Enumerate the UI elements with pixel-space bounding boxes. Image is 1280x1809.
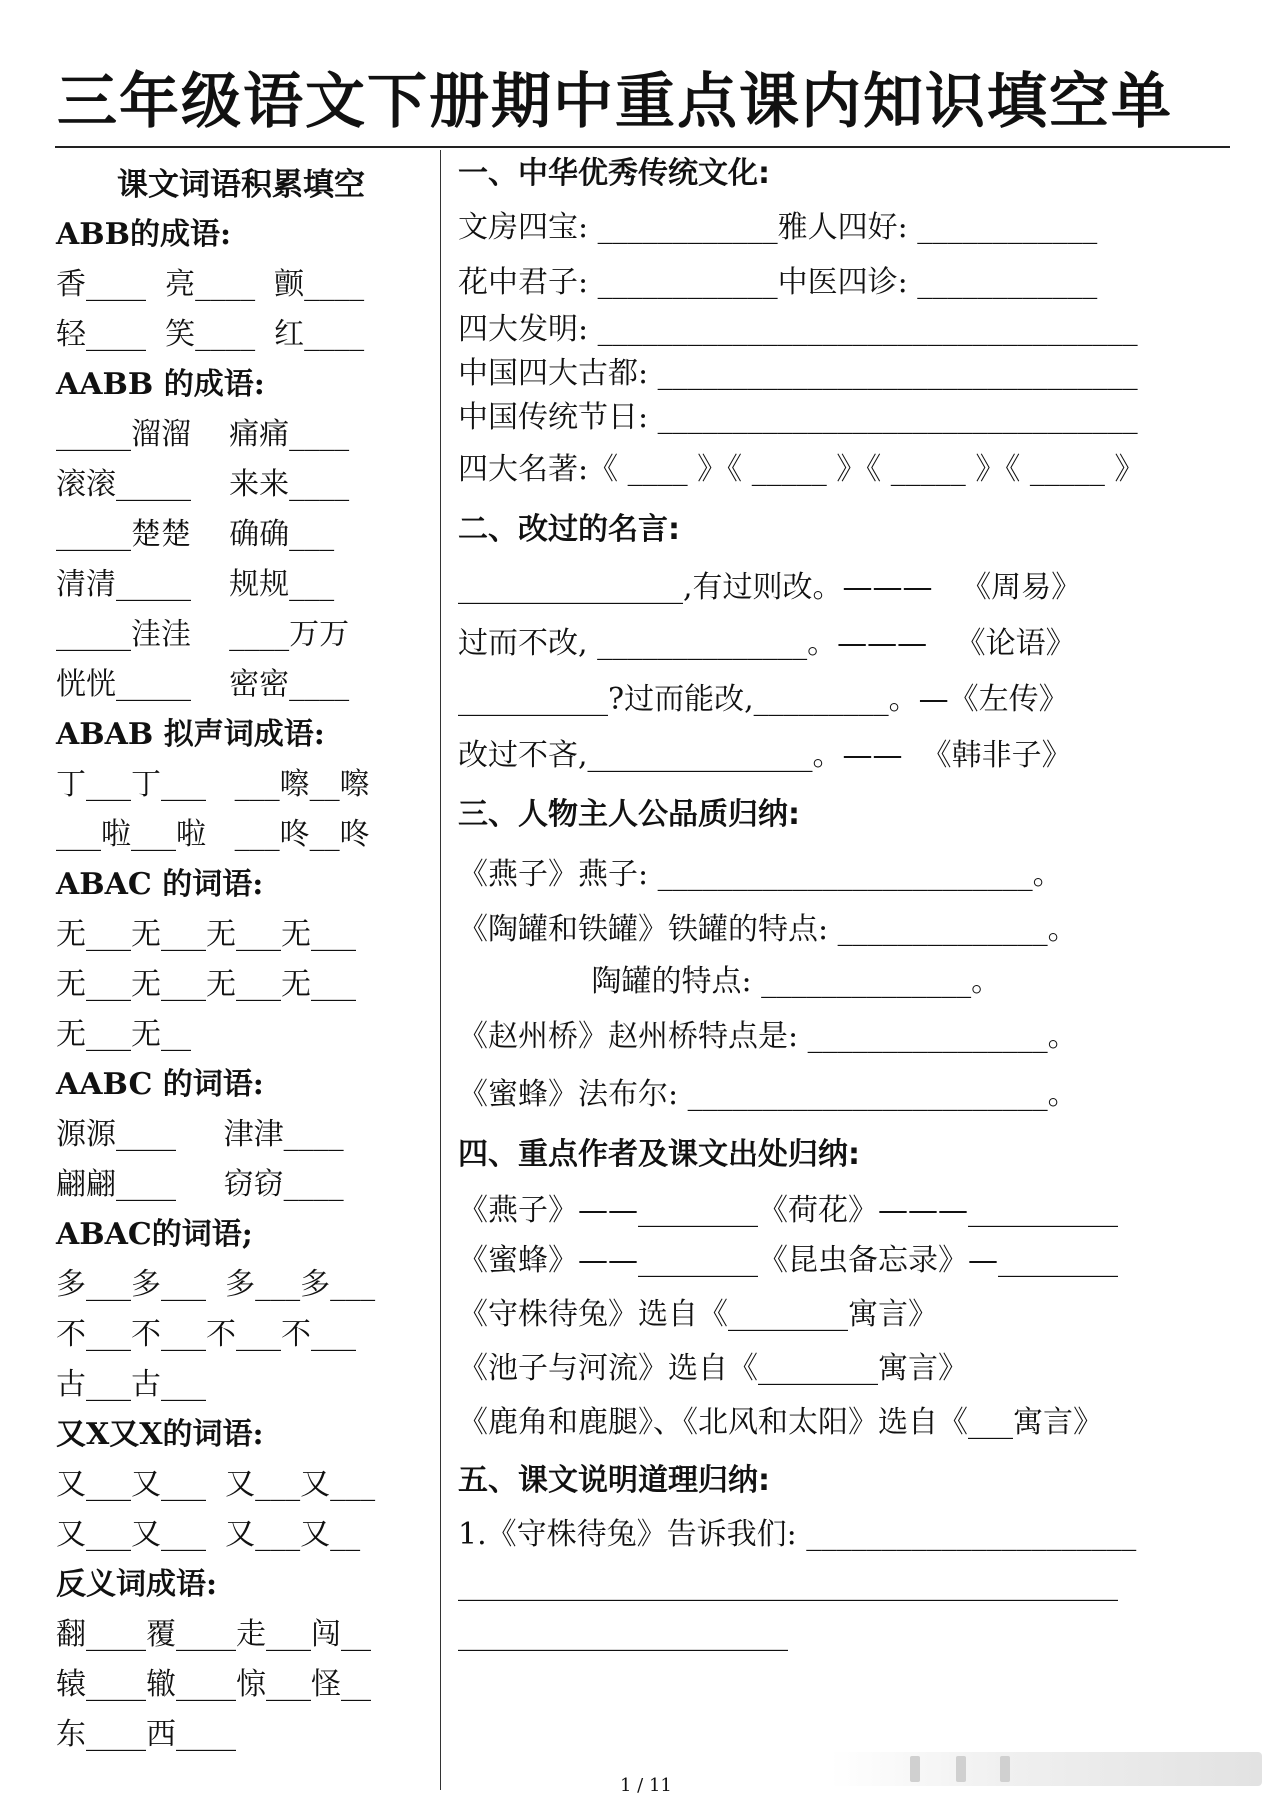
left-fill-row: 又___又___ 又___又___ bbox=[56, 1467, 376, 1502]
right-fill-row: 《燕子》燕子: _________________________。 bbox=[458, 857, 1063, 892]
left-fill-row: _____楚楚 确确___ bbox=[56, 517, 335, 552]
left-fill-row: 恍恍_____ 密密____ bbox=[56, 667, 350, 702]
left-fill-row: 无___无___无___无___ bbox=[56, 967, 356, 1002]
right-fill-row: _______________,有过则改。——— 《周易》 bbox=[458, 570, 1082, 605]
right-fill-row: 改过不吝,_______________。—— 《韩非子》 bbox=[458, 738, 1072, 773]
left-fill-row: ___啦___啦 ___咚__咚 bbox=[56, 817, 370, 852]
left-fill-row: 东____西____ bbox=[56, 1717, 236, 1752]
left-section-heading: ABAC 的词语: bbox=[56, 867, 264, 902]
scrollbar-grip[interactable] bbox=[956, 1756, 966, 1782]
scrollbar-grip[interactable] bbox=[910, 1756, 920, 1782]
right-fill-row: 四大名著:《 ____ 》《 _____ 》《 _____ 》《 _____ 》 bbox=[458, 452, 1145, 487]
left-fill-row: 辕____辙____惊___怪__ bbox=[56, 1667, 371, 1702]
right-fill-row: 《燕子》——________《荷花》———__________ bbox=[458, 1193, 1118, 1228]
left-section-heading: ABAC的词语; bbox=[56, 1217, 253, 1252]
right-section-heading: 四、重点作者及课文出处归纳: bbox=[458, 1137, 860, 1172]
left-fill-row: 无___无__ bbox=[56, 1017, 191, 1052]
right-fill-row: 《蜜蜂》——________《昆虫备忘录》—________ bbox=[458, 1243, 1118, 1278]
right-fill-row: 中国四大古都: ________________________________ bbox=[458, 356, 1138, 391]
right-fill-row: 过而不改, ______________。——— 《论语》 bbox=[458, 626, 1076, 661]
page-title: 三年级语文下册期中重点课内知识填空单 bbox=[57, 67, 1173, 137]
right-fill-row: 《池子与河流》选自《________寓言》 bbox=[458, 1351, 968, 1386]
left-fill-row: 又___又___ 又___又__ bbox=[56, 1517, 361, 1552]
left-fill-row: 轻____ 笑____ 红____ bbox=[56, 317, 365, 352]
left-column bbox=[56, 160, 426, 1760]
right-section-heading: 二、改过的名言: bbox=[458, 512, 680, 547]
left-fill-row: 多___多___ 多___多___ bbox=[56, 1267, 376, 1302]
left-section-heading: ABB的成语: bbox=[56, 217, 232, 252]
page-indicator: 1 / 11 bbox=[620, 1775, 672, 1796]
right-fill-row: 1.《守株待兔》告诉我们: ______________________ bbox=[458, 1517, 1137, 1552]
column-divider bbox=[440, 150, 441, 1790]
right-lines bbox=[458, 150, 1258, 1660]
right-fill-row: 文房四宝: ____________雅人四好: ____________ bbox=[458, 210, 1098, 245]
left-fill-row: 源源____ 津津____ bbox=[56, 1117, 344, 1152]
right-fill-row: 《蜜蜂》法布尔: ________________________。 bbox=[458, 1077, 1078, 1112]
right-fill-row: 花中君子: ____________中医四诊: ____________ bbox=[458, 265, 1098, 300]
left-section-heading: AABC 的词语: bbox=[56, 1067, 264, 1102]
left-fill-row: 丁___丁___ ___嚓__嚓 bbox=[56, 767, 370, 802]
left-section-heading: 反义词成语: bbox=[56, 1567, 218, 1602]
right-fill-row: __________?过而能改,_________。—《左传》 bbox=[458, 682, 1069, 717]
left-subtitle: 课文词语积累填空 bbox=[117, 167, 365, 203]
right-section-heading: 一、中华优秀传统文化: bbox=[458, 156, 770, 191]
right-fill-row: 《赵州桥》赵州桥特点是: ________________。 bbox=[458, 1019, 1078, 1054]
left-fill-row: 翻____覆____走___闯__ bbox=[56, 1617, 371, 1652]
left-fill-row: 翩翩____ 窃窃____ bbox=[56, 1167, 344, 1202]
right-fill-row: 四大发明: ____________________________________ bbox=[458, 312, 1138, 347]
left-fill-row: _____溜溜 痛痛____ bbox=[56, 417, 350, 452]
right-fill-row: 中国传统节日: ________________________________ bbox=[458, 400, 1138, 435]
left-fill-row: 滚滚_____ 来来____ bbox=[56, 467, 350, 502]
title-divider bbox=[55, 146, 1230, 148]
right-fill-row: 《鹿角和鹿腿》、《北风和太阳》选自《___寓言》 bbox=[458, 1405, 1103, 1440]
right-fill-row: 《陶罐和铁罐》铁罐的特点: ______________。 bbox=[458, 912, 1078, 947]
left-section-heading: ABAB 拟声词成语: bbox=[56, 717, 325, 752]
right-fill-row: 《守株待兔》选自《________寓言》 bbox=[458, 1297, 938, 1332]
right-column bbox=[458, 150, 1258, 1660]
right-fill-row: ____________________________________________ bbox=[458, 1567, 1118, 1602]
scrollbar-grip[interactable] bbox=[1000, 1756, 1010, 1782]
left-fill-row: 香____ 亮____ 颤____ bbox=[56, 267, 365, 302]
right-fill-row: 陶罐的特点: ______________。 bbox=[458, 964, 1002, 999]
left-section-heading: AABB 的成语: bbox=[56, 367, 265, 402]
left-fill-row: _____洼洼 ____万万 bbox=[56, 617, 350, 652]
left-section-heading: 又X又X的词语: bbox=[56, 1417, 264, 1452]
horizontal-scrollbar[interactable] bbox=[830, 1752, 1262, 1786]
right-section-heading: 三、人物主人公品质归纳: bbox=[458, 797, 800, 832]
right-fill-row: ______________________ bbox=[458, 1617, 788, 1652]
left-lines bbox=[56, 210, 426, 1760]
left-fill-row: 古___古___ bbox=[56, 1367, 206, 1402]
right-section-heading: 五、课文说明道理归纳: bbox=[458, 1463, 770, 1498]
left-fill-row: 清清_____ 规规___ bbox=[56, 567, 335, 602]
left-fill-row: 不___不___不___不___ bbox=[56, 1317, 356, 1352]
left-fill-row: 无___无___无___无___ bbox=[56, 917, 356, 952]
